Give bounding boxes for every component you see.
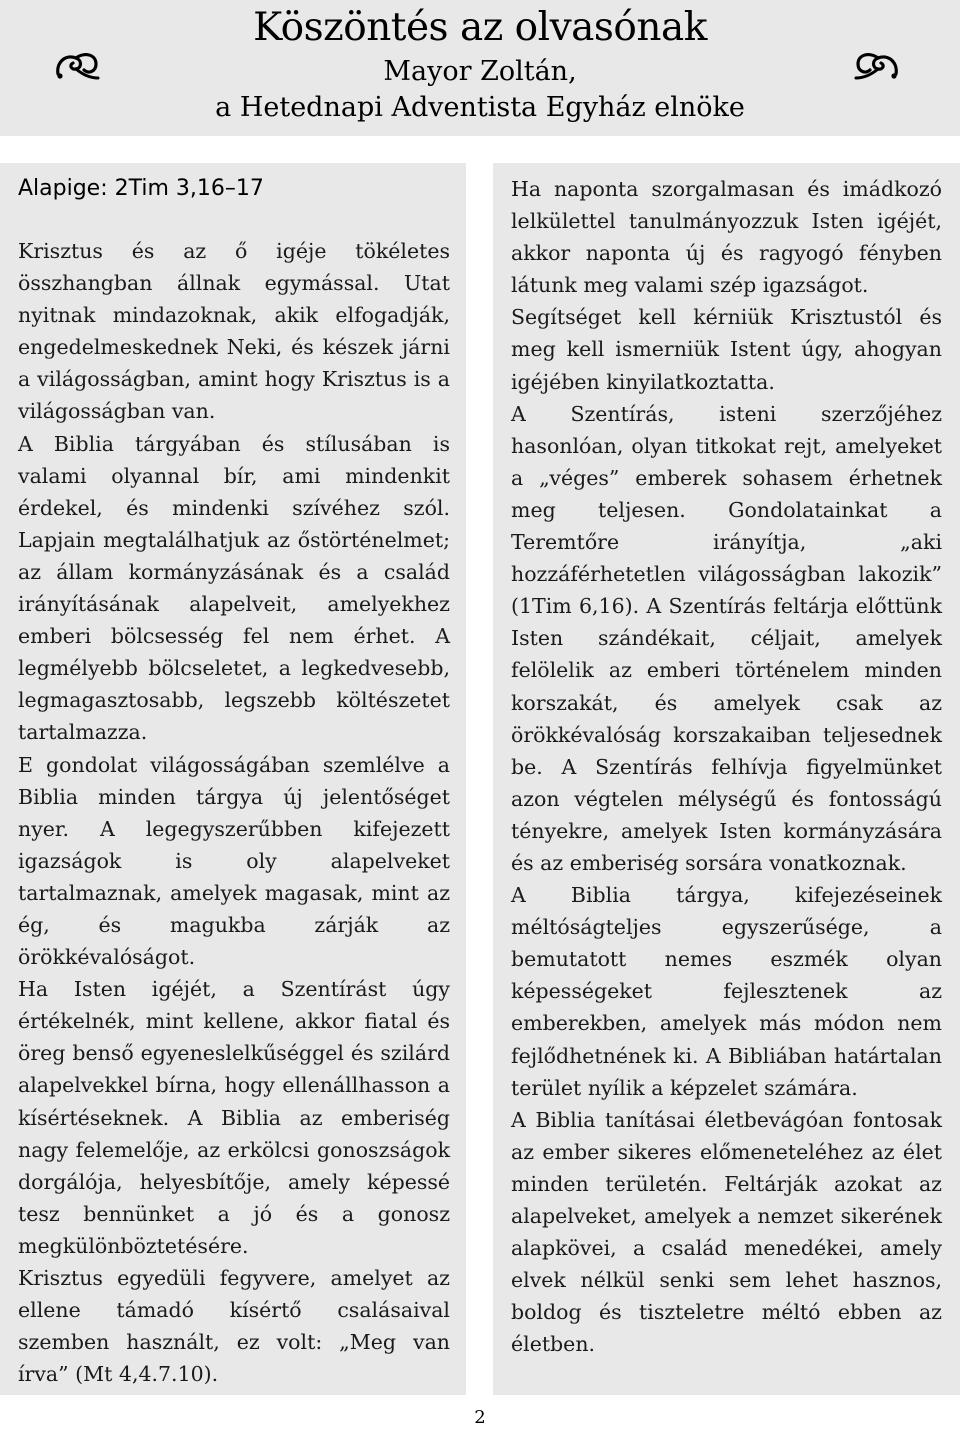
author-name: Mayor Zoltán,	[383, 56, 577, 87]
fleuron-left-icon	[52, 44, 102, 90]
fleuron-right-icon	[852, 44, 902, 90]
paragraph: Ha naponta szorgalmasan és imádkozó lelkülettel tanulmányozzuk Isten igéjét, akkor naponta új és ragyogó fényben látunk meg valami szép igazságot.	[511, 177, 942, 298]
author-role: a Hetednapi Adventista Egyház elnöke	[215, 92, 745, 123]
scripture-reference: Alapige: 2Tim 3,16–17	[18, 176, 264, 201]
paragraph: A Biblia tárgyában és stílusában is valami olyannal bír, ami mindenkit érdekel, és mindenki szívéhez szól. Lapjain megtalálhatjuk az őstörténelmet; az állam kormányzásának és a család irányításának alapelveit, amelyekhez emberi bölcsesség fel nem érhet. A legmélyebb bölcseletet, a legkedvesebb, legmagasztosabb, legszebb költészetet tartalmazza.	[18, 431, 450, 745]
left-column-text	[18, 235, 450, 1390]
paragraph: Segítséget kell kérniük Krisztustól és meg kell ismerniük Istent úgy, ahogyan igéjében kinyilatkoztatta.	[511, 305, 942, 394]
right-column	[493, 163, 960, 1395]
paragraph: Krisztus egyedüli fegyvere, amelyet az ellene támadó kísértő csalásaival szemben használt, ez volt: „Meg van írva” (Mt 4,4.7.10).	[18, 1266, 450, 1387]
paragraph: E gondolat világosságában szemlélve a Biblia minden tárgya új jelentőséget nyer. A legegyszerűbben kifejezett igazságok is oly alapelveket tartalmaznak, amelyek magasak, mint az ég, és magukba zárják az örökkévalóságot.	[18, 752, 450, 970]
left-column	[0, 163, 466, 1395]
page-number: 2	[474, 1407, 486, 1428]
paragraph: Krisztus és az ő igéje tökéletes összhangban állnak egymással. Utat nyitnak mindazoknak, akik elfogadják, engedelmeskednek Neki, és készek járni a világosságban, amint hogy Krisztus is a világosságban van.	[18, 239, 450, 424]
page-title: Köszöntés az olvasónak	[253, 5, 707, 50]
right-column-text	[511, 173, 942, 1360]
header-banner	[0, 0, 960, 136]
paragraph: A Szentírás, isteni szerzőjéhez hasonlóan, olyan titkokat rejt, amelyeket a „véges” emberek sohasem érhetnek meg teljesen. Gondolatainkat a Teremtőre irányítja, „aki hozzáférhetetlen világosságban lakozik” (1Tim 6,16). A Szentírás feltárja előttünk Isten szándékait, céljait, amelyek felölelik az emberi történelem minden korszakát, és amelyek csak az örökkévalóság korszakaiban teljesednek be. A Szentírás felhívja figyelmünket azon végtelen mélységű és fontosságú tényekre, amelyek Isten kormányzására és az emberiség sorsára vonatkoznak.	[511, 401, 942, 875]
paragraph: A Biblia tárgya, kifejezéseinek méltóságteljes egyszerűsége, a bemutatott nemes eszmék olyan képességeket fejlesztenek az emberekben, amelyek más módon nem fejlődhetnének ki. A Bibliában határtalan terület nyílik a képzelet számára.	[511, 883, 942, 1100]
paragraph: A Biblia tanításai életbevágóan fontosak az ember sikeres előmeneteléhez az élet minden területén. Feltárják azokat az alapelveket, amelyek a nemzet sikerének alapkövei, a család menedékei, amely elvek nélkül senki sem lehet hasznos, boldog és tiszteletre méltó ebben az életben.	[511, 1107, 942, 1357]
paragraph: Ha Isten igéjét, a Szentírást úgy értékelnék, mint kellene, akkor fiatal és öreg benső egyeneslelkűséggel és szilárd alapelvekkel bírna, hogy ellenállhasson a kísértéseknek. A Biblia az emberiség nagy felemelője, az erkölcsi gonoszságok dorgálója, helyesbítője, amely képessé tesz bennünket a jó és a gonosz megkülönböztetésére.	[18, 977, 450, 1258]
